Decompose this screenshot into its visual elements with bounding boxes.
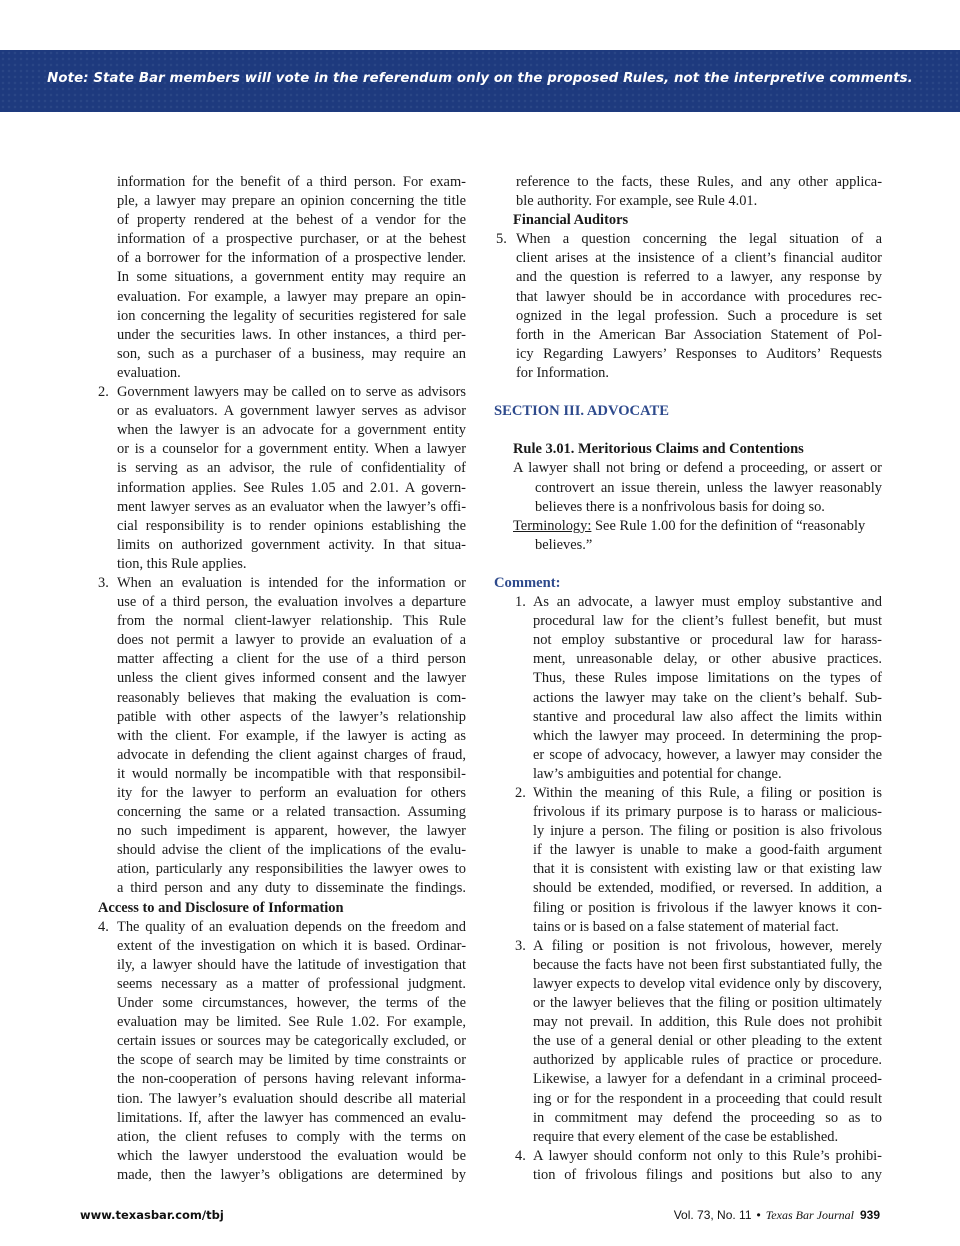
item-number: 2. — [515, 785, 526, 801]
comment-item-4: 4. The quality of an evaluation depends on the freedom and extent of the investigation on which it is based. Ordinar- ily, a lawyer should have the latitude of investigation that seems necessary as a matter of professional judgment. Under some circumstances, however, the terms of the evaluation may be limited. See Rule 1.02. For example, certain issues or sources may be categorically excluded, or the scope of search may be limited by time constraints or the non-cooperation of persons having relevant informa- tion. The lawyer’s evaluation should describe all material limitations. If, after the lawyer has commenced an evalu- ation, the client refuses to comply with the terms on which the lawyer understood the evaluation would be made, then the lawyer’s obligations are determined by — [98, 918, 466, 1183]
journal-name: Texas Bar Journal — [765, 1208, 854, 1222]
comment-title: Comment: — [494, 574, 561, 591]
item-number: 1. — [515, 594, 526, 611]
rule-text: A lawyer shall not bring or defend a proceeding, or assert or controvert an issue therein, unless the lawyer reasonably believes there is a nonfrivolous basis for doing so. — [513, 460, 882, 515]
comment-item-2: 2. Within the meaning of this Rule, a filing or position is frivolous if its primary purpose is to harass or malicious- ly injure a person. The filing or position is also frivolous if the lawyer is unable to make a good-faith argument that it is consistent with existing law or that existing law should be extended, modified, or reversed. In addition, a filing or position is frivolous if the lawyer knows it con- tains or is based on a false statement of material fact. — [515, 785, 882, 935]
page-number: 939 — [859, 1208, 880, 1222]
bullet-separator: • — [756, 1208, 761, 1222]
footer-url[interactable]: www.texasbar.com/tbj — [80, 1208, 224, 1222]
heading-financial-auditors: Financial Auditors — [513, 212, 629, 229]
comment-item-5: 5. When a question concerning the legal situation of a client arises at the insistence of a client’s financial auditor and the question is referred to a lawyer, any response by that lawyer should be in accordance with procedures rec- ognized in the legal profession. Such a procedure is set forth in the American Bar Association Statement of Pol- icy Regarding Lawyers’ Responses to Auditors’ Requests for Information. — [496, 231, 882, 381]
rule-title: Rule 3.01. Meritorious Claims and Contentions — [513, 441, 804, 458]
comment-item-3: 3. A filing or position is not frivolous, however, merely because the facts have not been first substantiated fully, the lawyer expects to develop vital evidence only by discovery, or the lawyer believes that the filing or position ultimately may not prevail. In addition, this Rule does not prohibit the use of a general denial or other pleading to the extent authorized by applicable rules of practice or procedure. Likewise, a lawyer for a defendant in a criminal proceed- ing or for the respondent in a proceeding that could result in commitment may defend the proceeding so as to require that every element of the case be established. — [515, 937, 882, 1145]
note-banner — [0, 50, 960, 112]
section-title: SECTION III. ADVOCATE — [494, 403, 670, 420]
item-number: 3. — [98, 574, 109, 591]
comment-item-1: 1. As an advocate, a lawyer must employ substantive and procedural law for the client’s fullest benefit, but must not employ substantive or procedural law for harass- ment, unreasonable delay, or other abusive practices. Thus, these Rules impose limitations on the types of actions the lawyer may take on the client’s behalf. Sub- stantive and procedural law also affect the limits within which the lawyer may proceed. In determining the prop- er scope of advocacy, however, a lawyer may consider the law’s ambiguities and potential for change. — [515, 594, 882, 782]
footer-folio — [674, 1208, 880, 1223]
left-column — [98, 173, 466, 1185]
item-number: 4. — [515, 1147, 526, 1164]
item-number: 3. — [515, 937, 526, 954]
comment-item-3: 3. When an evaluation is intended for the information or use of a third person, the evaluation involves a departure from the normal client-lawyer relationship. This Rule does not permit a lawyer to provide an evaluation of a matter affecting a client for the use of a third person unless the client gives informed consent and the lawyer reasonably believes that making the evaluation is com- patible with other aspects of the lawyer’s relationship with the client. For example, if the lawyer is acting as advocate in defending the client against charges of fraud, it would normally be incompatible with that responsibil- ity for the lawyer to perform an evaluation for others concerning the same or a related transaction. Assuming no such impediment is apparent, however, the lawyer should advise the client of the implications of the evalu- ation, particularly any responsibilities the lawyer owes to a third person and any duty to disseminate the findings. — [98, 574, 466, 897]
terminology-label: Terminology: — [513, 517, 592, 534]
banner-note: Note: State Bar members will vote in the referendum only on the proposed Rules, not the interpretive comments. — [47, 71, 913, 86]
right-column — [494, 173, 882, 1185]
comment-item-2: 2. Government lawyers may be called on to serve as advisors or as evaluators. A government lawyer serves as advisor when the lawyer is an advocate for a government entity or is a counselor for a government entity. When a lawyer is serving as an advisor, the rule of confidentiality of information applies. See Rules 1.05 and 2.01. A govern- ment lawyer serves as an evaluator when the lawyer’s offi- cial responsibility is to render opinions establishing the limits on authorized government activity. In that situa- tion, this Rule applies. — [98, 384, 466, 572]
volume-info: Vol. 73, No. 11 — [673, 1208, 752, 1222]
comment-item-4: 4. A lawyer should conform not only to this Rule’s prohibi- tion of frivolous filings and positions but also to any — [515, 1147, 882, 1183]
left-continued-paragraph: information for the benefit of a third person. For exam- ple, a lawyer may prepare an opinion concerning the title of property rendered at the behest of a vendor for the information of a prospective purchaser, or at the behest of a borrower for the information of a prospective lender. In some situations, a government entity may require an evaluation. For example, a lawyer may prepare an opin- ion concerning the legality of securities registered for sale under the securities laws. In other instances, a third per- son, such as a purchaser of a business, may require an evaluation. — [117, 174, 466, 381]
terminology: Terminology: See Rule 1.00 for the definition of “reasonably believes.” — [513, 517, 866, 553]
heading-access-disclosure: Access to and Disclosure of Information — [98, 899, 344, 916]
right-continued-paragraph: reference to the facts, these Rules, and any other applica- ble authority. For example, see Rule 4.01. — [516, 174, 882, 210]
item-number: 2. — [98, 384, 109, 401]
item-number: 5. — [496, 231, 507, 248]
item-number: 4. — [98, 918, 109, 935]
